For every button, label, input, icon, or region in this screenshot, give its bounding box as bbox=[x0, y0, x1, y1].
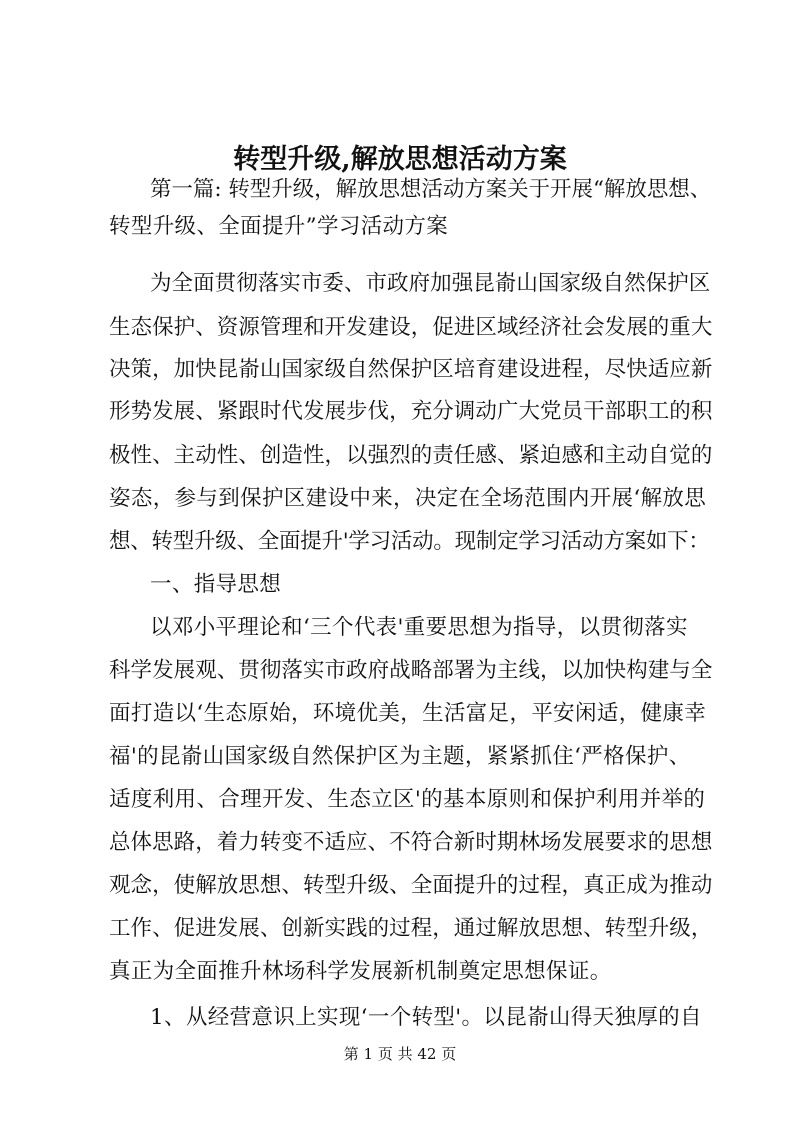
text-line: 想、转型升级、全面提升'学习活动。现制定学习活动方案如下： bbox=[109, 529, 710, 554]
section-heading: 一、指导思想 bbox=[150, 572, 282, 597]
text-line: 适度利用、合理开发、生态立区'的基本原则和保护利用并举的 bbox=[109, 787, 706, 812]
text-line: 以邓小平理论和‘三个代表'重要思想为指导，以贯彻落实 bbox=[150, 615, 688, 640]
text-line: 科学发展观、贯彻落实市政府战略部署为主线，以加快构建与全 bbox=[109, 658, 713, 683]
text-line: 第一篇: 转型升级，解放思想活动方案关于开展“解放思想、 bbox=[150, 177, 712, 202]
text-line: 真正为全面推升林场科学发展新机制奠定思想保证。 bbox=[109, 959, 612, 984]
text-line: 生态保护、资源管理和开发建设，促进区域经济社会发展的重大 bbox=[109, 315, 713, 340]
text-line: 1、从经营意识上实现‘一个转型'。以昆嵛山得天独厚的自 bbox=[150, 1005, 702, 1030]
text-line: 决策，加快昆嵛山国家级自然保护区培育建设进程，尽快适应新 bbox=[109, 357, 713, 382]
text-line: 工作、促进发展、创新实践的过程，通过解放思想、转型升级， bbox=[109, 916, 713, 941]
text-line: 为全面贯彻落实市委、市政府加强昆嵛山国家级自然保护区 bbox=[150, 271, 711, 296]
text-line: 转型升级、全面提升”学习活动方案 bbox=[109, 214, 449, 239]
text-line: 观念，使解放思想、转型升级、全面提升的过程，真正成为推动 bbox=[109, 873, 713, 898]
text-line: 姿态，参与到保护区建设中来，决定在全场范围内开展‘解放思 bbox=[109, 486, 707, 511]
page-number: 第 1 页 共 42 页 bbox=[343, 1045, 457, 1063]
text-line: 面打造以‘生态原始，环境优美，生活富足，平安闲适，健康幸 bbox=[109, 701, 707, 726]
text-line: 福'的昆嵛山国家级自然保护区为主题，紧紧抓住‘严格保护、 bbox=[109, 744, 691, 769]
text-line: 形势发展、紧跟时代发展步伐，充分调动广大党员干部职工的积 bbox=[109, 399, 713, 424]
document-title: 转型升级,解放思想活动方案 bbox=[233, 144, 567, 175]
text-line: 极性、主动性、创造性，以强烈的责任感、紧迫感和主动自觉的 bbox=[109, 443, 713, 468]
text-line: 总体思路，着力转变不适应、不符合新时期林场发展要求的思想 bbox=[109, 830, 713, 855]
